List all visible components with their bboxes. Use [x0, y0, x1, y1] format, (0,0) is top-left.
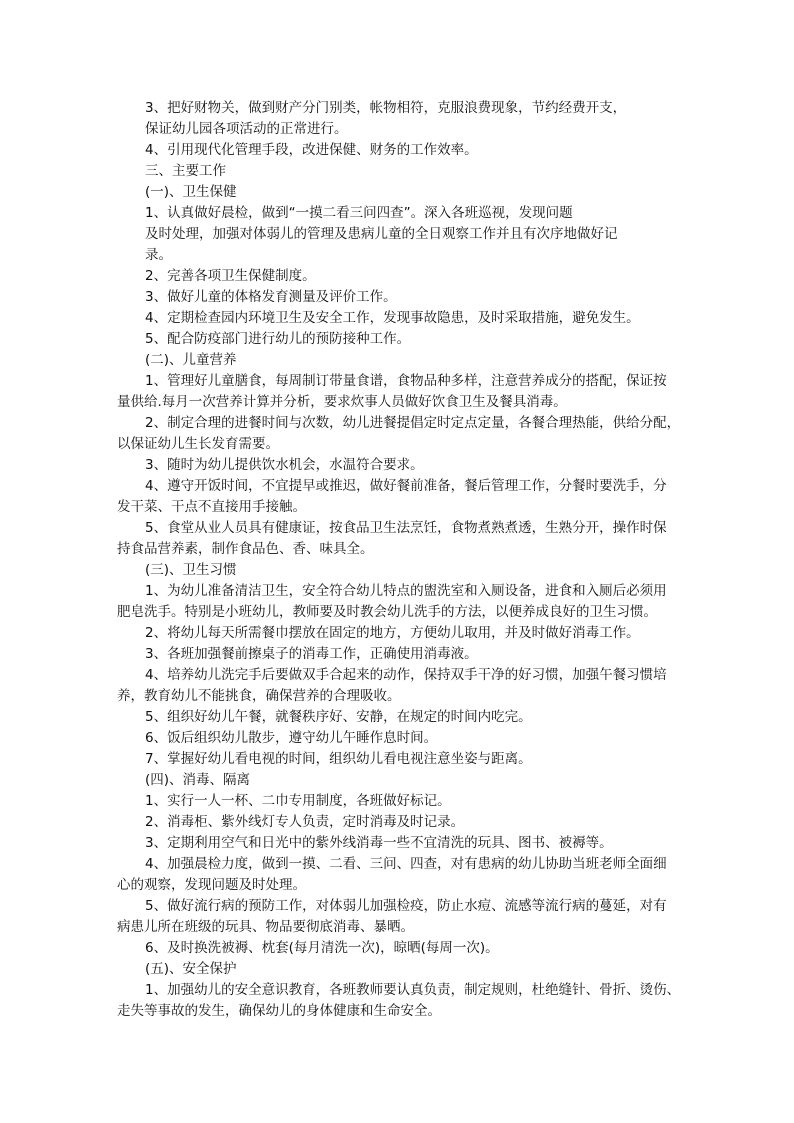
text-line: 持食品营养素，制作食品色、香、味具全。: [117, 541, 374, 557]
text-line: 2、消毒柜、紫外线灯专人负责，定时消毒及时记录。: [145, 814, 465, 830]
text-line: 4、引用现代化管理手段，改进保健、财务的工作效率。: [145, 142, 478, 158]
text-line: 录。: [145, 247, 172, 263]
text-line: 1、管理好儿童膳食，每周制订带量食谱，食物品种多样，注意营养成分的搭配，保证按: [145, 373, 667, 389]
subsection-heading: (二)、儿童营养: [145, 352, 237, 368]
section-heading: 三、主要工作: [145, 163, 226, 179]
text-line: 5、食堂从业人员具有健康证，按食品卫生法烹饪，食物煮熟煮透，生熟分开，操作时保: [145, 520, 667, 536]
text-line: 1、实行一人一杯、二巾专用制度，各班做好标记。: [145, 793, 451, 809]
text-line: 以保证幼儿生长发育需要。: [117, 436, 279, 452]
text-line: 4、定期检查园内环境卫生及安全工作，发现事故隐患，及时采取措施，避免发生。: [145, 310, 640, 326]
text-line: 6、饭后组织幼儿散步，遵守幼儿午睡作息时间。: [145, 730, 438, 746]
text-line: 心的观察，发现问题及时处理。: [117, 877, 306, 893]
text-line: 3、随时为幼儿提供饮水机会，水温符合要求。: [145, 457, 424, 473]
text-line: 养，教育幼儿不能挑食，确保营养的合理吸收。: [117, 688, 401, 704]
text-line: 4、培养幼儿洗完手后要做双手合起来的动作，保持双手干净的好习惯，加强午餐习惯培: [145, 667, 667, 683]
text-line: 4、遵守开饭时间，不宜提早或推迟，做好餐前准备，餐后管理工作，分餐时要洗手，分: [145, 478, 667, 494]
text-line: 病患儿所在班级的玩具、物品要彻底消毒、暴晒。: [117, 919, 414, 935]
text-line: 及时处理，加强对体弱儿的管理及患病儿童的全日观察工作并且有次序地做好记: [145, 226, 618, 242]
text-line: 4、加强晨检力度，做到一摸、二看、三问、四查，对有患病的幼儿协助当班老师全面细: [145, 856, 667, 872]
text-line: 3、各班加强餐前擦桌子的消毒工作，正确使用消毒液。: [145, 646, 478, 662]
text-line: 2、制定合理的进餐时间与次数，幼儿进餐提倡定时定点定量，各餐合理热能，供给分配，: [145, 415, 681, 431]
text-line: 3、定期利用空气和日光中的紫外线消毒一些不宜清洗的玩具、图书、被褥等。: [145, 835, 613, 851]
text-line: 2、完善各项卫生保健制度。: [145, 268, 316, 284]
text-line: 走失等事故的发生，确保幼儿的身体健康和生命安全。: [117, 1003, 441, 1019]
subsection-heading: (一)、卫生保健: [145, 184, 237, 200]
subsection-heading: (四)、消毒、隔离: [145, 772, 251, 788]
text-line: 发干菜、干点不直接用手接触。: [117, 499, 306, 515]
text-line: 保证幼儿园各项活动的正常进行。: [145, 121, 348, 137]
text-line: 3、把好财物关，做到财产分门别类，帐物相符，克服浪费现象，节约经费开支，: [145, 100, 627, 116]
text-line: 3、做好儿童的体格发育测量及评价工作。: [145, 289, 397, 305]
text-line: 5、配合防疫部门进行幼儿的预防接种工作。: [145, 331, 411, 347]
text-line: 6、及时换洗被褥、枕套(每月清洗一次)，晾晒(每周一次)。: [145, 940, 499, 956]
text-line: 2、将幼儿每天所需餐巾摆放在固定的地方，方便幼儿取用，并及时做好消毒工作。: [145, 625, 640, 641]
text-line: 量供给.每月一次营养计算并分析，要求炊事人员做好饮食卫生及餐具消毒。: [117, 394, 567, 410]
text-line: 5、组织好幼儿午餐，就餐秩序好、安静，在规定的时间内吃完。: [145, 709, 532, 725]
subsection-heading: (五)、安全保护: [145, 961, 237, 977]
text-line: 1、为幼儿准备清洁卫生，安全符合幼儿特点的盥洗室和入厕设备，进食和入厕后必须用: [145, 583, 667, 599]
text-line: 肥皂洗手。特别是小班幼儿，教师要及时教会幼儿洗手的方法，以便养成良好的卫生习惯。: [117, 604, 657, 620]
text-line: 7、掌握好幼儿看电视的时间，组织幼儿看电视注意坐姿与距离。: [145, 751, 532, 767]
text-line: 5、做好流行病的预防工作，对体弱儿加强检疫，防止水痘、流感等流行病的蔓延，对有: [145, 898, 667, 914]
text-line: 1、认真做好晨检，做到“一摸二看三问四查”。深入各班巡视，发现问题: [145, 205, 573, 221]
text-line: 1、加强幼儿的安全意识教育，各班教师要认真负责，制定规则，杜绝缝针、骨折、烫伤、: [145, 982, 681, 998]
subsection-heading: (三)、卫生习惯: [145, 562, 237, 578]
